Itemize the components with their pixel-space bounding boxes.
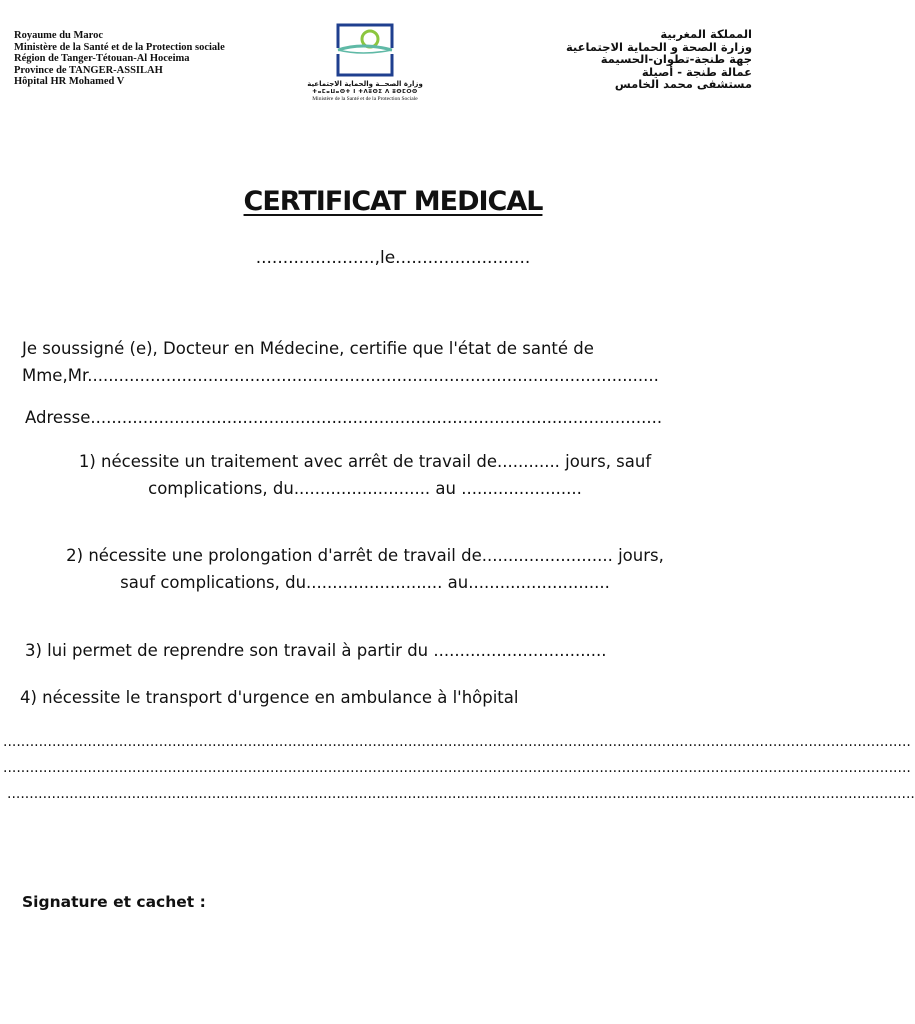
intro-line-1: Je soussigné (e), Docteur en Médecine, certifie que l'état de santé de [22, 339, 594, 358]
header-right-line: المملكة المغربية [660, 27, 752, 41]
item-1-line-2: complications, du.......................... au ....................... [148, 479, 582, 498]
header-right-line: مستشفى محمد الخامس [614, 77, 752, 92]
dotted-line: ............................................................................................................................................................................................................ [7, 786, 915, 802]
logo-caption-tifinagh: ⵜⴰⵎⴰⵡⴰⵙⵜ ⵏ ⵜⴷⵓⵙⵉ ⴷ ⵓⵙⵎⵔⵙ [312, 89, 418, 95]
item-4: 4) nécessite le transport d'urgence en ambulance à l'hôpital [20, 688, 519, 707]
item-2-line-1: 2) nécessite une prolongation d'arrêt de travail de......................... jours, [66, 546, 664, 565]
header-left-line: Royaume du Maroc [14, 30, 104, 41]
logo-caption [300, 80, 430, 103]
header-left-line: Ministère de la Santé et de la Protection sociale [14, 41, 225, 53]
header-right-line: جهة طنجة-تطوان-الحسيمة [600, 52, 752, 67]
logo-caption-arabic: وزارة الصحــة والحماية الاجتماعية [307, 80, 423, 88]
header-left-line: Hôpital HR Mohamed V [14, 76, 125, 88]
header-right-line: وزارة الصحة و الحماية الاجتماعية [565, 39, 752, 54]
header-left-line: Région de Tanger-Tétouan-Al Hoceima [14, 53, 190, 65]
dotted-line: ............................................................................................................................................................................................................ [3, 760, 911, 776]
header-right-line: عمالة طنجة - أصيلة [641, 64, 752, 79]
header-right-institution [502, 28, 752, 91]
dotted-line: ............................................................................................................................................................................................................ [3, 734, 911, 750]
document-title: CERTIFICAT MEDICAL [243, 186, 543, 217]
header-left-line: Province de TANGER-ASSILAH [14, 64, 163, 76]
place-date-line: ......................,le......................... [255, 248, 531, 268]
signature-label: Signature et cachet : [22, 893, 206, 911]
address-line: Adresse............................................................................................................. [25, 408, 663, 427]
intro-line-2: Mme,Mr............................................................................................................. [22, 366, 659, 385]
logo-caption-french: Ministère de la Santé et de la Protection Sociale [312, 96, 418, 102]
item-2-line-2: sauf complications, du.......................... au........................... [120, 573, 610, 592]
item-1-line-1: 1) nécessite un traitement avec arrêt de travail de............ jours, sauf [78, 452, 652, 471]
item-3: 3) lui permet de reprendre son travail à partir du ................................. [25, 641, 607, 660]
header-left-institution [14, 30, 274, 88]
